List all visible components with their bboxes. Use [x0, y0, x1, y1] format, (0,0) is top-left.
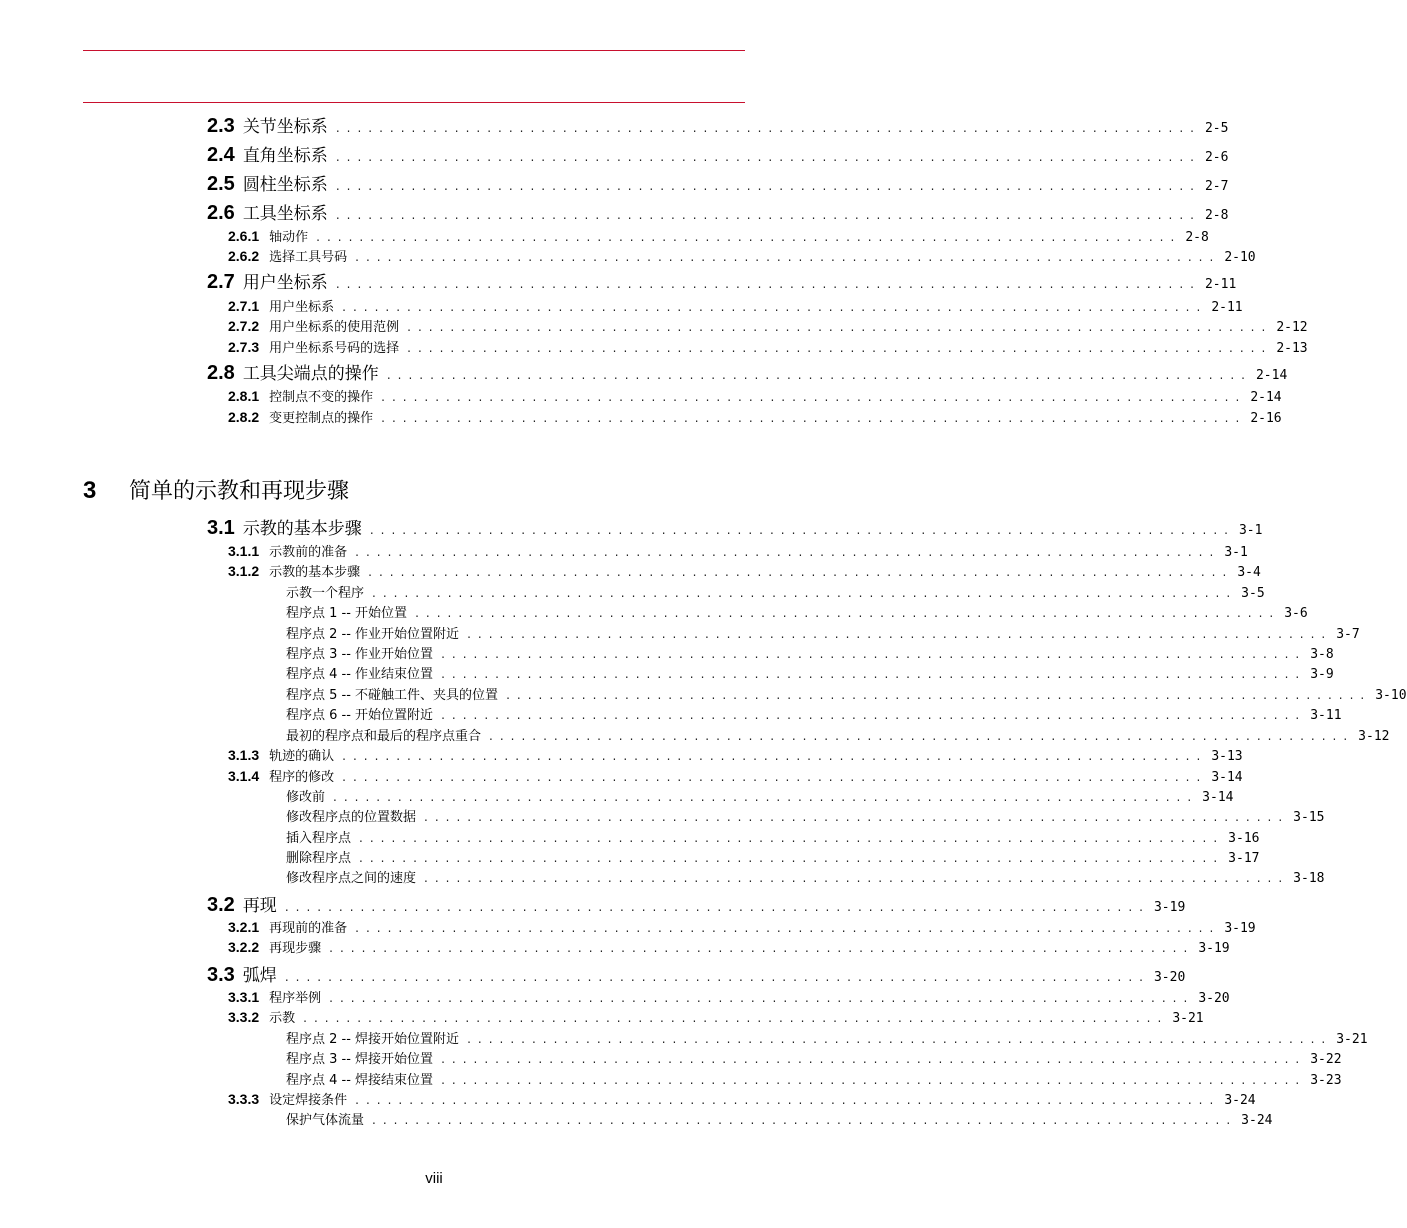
toc-entry-title: 最初的程序点和最后的程序点重合: [286, 729, 482, 744]
toc-entry-title: 再现前的准备: [269, 921, 348, 936]
toc-entry-number: 3.1.4: [228, 768, 260, 784]
dot-leader: ................................................................................: [424, 810, 1290, 824]
toc-entry-page: 2-14: [1255, 368, 1288, 383]
dot-leader: ................................................................................: [359, 851, 1225, 865]
toc-entry[interactable]: [207, 961, 1186, 987]
toc-entry-title: 程序点 1 -- 开始位置: [286, 606, 408, 621]
toc-entry[interactable]: [228, 917, 1256, 937]
dot-leader: ................................................................................: [381, 411, 1247, 425]
toc-entry-page: 2-7: [1204, 179, 1229, 194]
toc-entry-title: 用户坐标系: [242, 273, 328, 293]
dot-leader: ................................................................................: [415, 606, 1281, 620]
chapter-title: 简单的示教和再现步骤: [129, 479, 350, 504]
toc-entry[interactable]: [228, 246, 1256, 266]
toc-entry-page: 3-20: [1198, 991, 1230, 1006]
toc-entry-number: 3.2.1: [228, 919, 260, 935]
toc-entry-page: 3-1: [1224, 545, 1248, 560]
toc-entry-number: 2.7.1: [228, 298, 260, 314]
toc-entry-number: 2.8: [207, 362, 235, 384]
dot-leader: ................................................................................: [329, 991, 1195, 1005]
toc-bullet-entry[interactable]: [270, 827, 1260, 847]
dot-leader: ................................................................................: [335, 208, 1201, 222]
toc-entry-page: 3-8: [1310, 647, 1334, 662]
toc-entry-page: 3-20: [1153, 970, 1186, 985]
toc-entry-page: 2-14: [1250, 390, 1282, 405]
toc-entry-number: 3.1.1: [228, 543, 260, 559]
toc-entry[interactable]: [207, 359, 1288, 385]
toc-entry-page: 3-7: [1336, 627, 1360, 642]
toc-entry-title: 程序点 5 -- 不碰触工件、夹具的位置: [286, 688, 499, 703]
dot-leader: ................................................................................: [335, 277, 1201, 291]
toc-entry-page: 3-19: [1224, 921, 1256, 936]
toc-entry-page: 2-13: [1276, 341, 1308, 356]
toc-entry-page: 3-5: [1241, 586, 1265, 601]
toc-entry[interactable]: [228, 745, 1243, 765]
toc-entry[interactable]: [207, 268, 1237, 294]
toc-entry-number: 2.6.2: [228, 248, 260, 264]
toc-entry-page: 3-24: [1241, 1113, 1273, 1128]
page-number: viii: [425, 1170, 443, 1187]
toc-entry[interactable]: [207, 199, 1229, 225]
toc-entry-title: 程序点 2 -- 焊接开始位置附近: [286, 1032, 460, 1047]
toc-entry-number: 2.7: [207, 271, 235, 293]
toc-entry-title: 示教前的准备: [269, 545, 348, 560]
toc-entry[interactable]: [207, 112, 1229, 138]
toc-entry-page: 3-12: [1358, 729, 1390, 744]
toc-entry-page: 3-22: [1310, 1052, 1342, 1067]
toc-entry-number: 2.8.2: [228, 409, 260, 425]
toc-entry-page: 2-8: [1204, 208, 1229, 223]
chapter-heading: [83, 474, 349, 505]
toc-entry-title: 控制点不变的操作: [269, 390, 374, 405]
toc-entry-title: 设定焊接条件: [269, 1093, 348, 1108]
toc-entry-page: 3-14: [1211, 770, 1243, 785]
chapter-number: 3: [83, 477, 97, 504]
toc-entry-page: 2-10: [1224, 250, 1256, 265]
toc-entry-page: 2-8: [1185, 230, 1209, 245]
toc-entry-page: 3-15: [1293, 810, 1325, 825]
dot-leader: ................................................................................: [333, 790, 1199, 804]
toc-entry[interactable]: [207, 891, 1186, 917]
toc-entry-page: 2-6: [1204, 150, 1229, 165]
toc-bullet-entry[interactable]: [270, 684, 1407, 704]
toc-entry-page: 3-14: [1202, 790, 1234, 805]
toc-entry-title: 用户坐标系的使用范例: [269, 320, 400, 335]
toc-entry-title: 用户坐标系号码的选择: [269, 341, 400, 356]
toc-entry-number: 3.3: [207, 964, 235, 986]
toc-entry-title: 修改程序点之间的速度: [286, 871, 417, 886]
toc-entry-title: 直角坐标系: [242, 146, 328, 166]
toc-entry[interactable]: [228, 541, 1248, 561]
toc-entry-title: 示教的基本步骤: [242, 519, 362, 539]
toc-entry[interactable]: [228, 1007, 1204, 1027]
toc-entry-page: 3-13: [1211, 749, 1243, 764]
toc-entry-title: 程序点 4 -- 焊接结束位置: [286, 1073, 434, 1088]
toc-entry-page: 3-11: [1310, 708, 1342, 723]
dot-leader: ................................................................................: [407, 341, 1273, 355]
dot-leader: ................................................................................: [284, 900, 1150, 914]
toc-bullet-entry[interactable]: [270, 806, 1325, 826]
toc-entry-title: 工具尖端点的操作: [242, 364, 379, 384]
dot-leader: ................................................................................: [467, 1032, 1333, 1046]
toc-entry-page: 2-11: [1211, 300, 1243, 315]
toc-entry-title: 删除程序点: [286, 851, 352, 866]
toc-bullet-entry[interactable]: [270, 663, 1334, 683]
toc-entry[interactable]: [207, 141, 1229, 167]
toc-entry-number: 3.3.3: [228, 1091, 260, 1107]
dot-leader: ................................................................................: [368, 565, 1234, 579]
dot-leader: ................................................................................: [303, 1011, 1169, 1025]
toc-entry-page: 3-21: [1336, 1032, 1368, 1047]
toc-entry-title: 程序的修改: [269, 770, 335, 785]
toc-entry[interactable]: [228, 766, 1243, 786]
toc-entry-page: 3-19: [1198, 941, 1230, 956]
toc-bullet-entry[interactable]: [270, 704, 1342, 724]
toc-entry-title: 再现步骤: [269, 941, 322, 956]
toc-bullet-entry[interactable]: [270, 786, 1234, 806]
toc-entry[interactable]: [228, 407, 1282, 427]
toc-entry-title: 程序举例: [269, 991, 322, 1006]
toc-entry-title: 程序点 2 -- 作业开始位置附近: [286, 627, 460, 642]
toc-entry-page: 2-11: [1204, 277, 1237, 292]
toc-entry-number: 3.3.1: [228, 989, 260, 1005]
toc-entry-number: 2.4: [207, 144, 235, 166]
toc-entry-title: 示教一个程序: [286, 586, 365, 601]
toc-entry-page: 3-17: [1228, 851, 1260, 866]
toc-entry-page: 3-1: [1238, 523, 1263, 538]
toc-entry-title: 插入程序点: [286, 831, 352, 846]
dot-leader: ................................................................................: [342, 770, 1208, 784]
toc-entry-title: 示教: [269, 1011, 296, 1026]
toc-entry[interactable]: [207, 514, 1263, 540]
dot-leader: ................................................................................: [355, 1093, 1221, 1107]
toc-entry-title: 程序点 3 -- 作业开始位置: [286, 647, 434, 662]
toc-bullet-entry[interactable]: [270, 1028, 1368, 1048]
dot-leader: ................................................................................: [441, 708, 1307, 722]
toc-bullet-entry[interactable]: [270, 847, 1260, 867]
toc-entry-page: 2-16: [1250, 411, 1282, 426]
toc-entry-page: 3-23: [1310, 1073, 1342, 1088]
dot-leader: ................................................................................: [284, 970, 1150, 984]
dot-leader: ................................................................................: [489, 729, 1355, 743]
toc-entry-number: 3.1: [207, 517, 235, 539]
toc-entry-page: 2-5: [1204, 121, 1229, 136]
toc-bullet-entry[interactable]: [270, 623, 1360, 643]
dot-leader: ................................................................................: [335, 179, 1201, 193]
toc-entry-title: 修改程序点的位置数据: [286, 810, 417, 825]
toc-entry-number: 3.3.2: [228, 1009, 260, 1025]
toc-entry-title: 工具坐标系: [242, 204, 328, 224]
toc-entry[interactable]: [228, 987, 1230, 1007]
dot-leader: ................................................................................: [441, 1073, 1307, 1087]
dot-leader: ................................................................................: [355, 921, 1221, 935]
toc-entry-number: 2.3: [207, 115, 235, 137]
toc-entry-title: 弧焊: [242, 966, 277, 986]
toc-entry[interactable]: [228, 561, 1261, 581]
toc-entry-title: 圆柱坐标系: [242, 175, 328, 195]
toc-entry-page: 3-21: [1172, 1011, 1204, 1026]
dot-leader: ................................................................................: [381, 390, 1247, 404]
toc-entry-page: 3-16: [1228, 831, 1260, 846]
toc-entry-number: 2.5: [207, 173, 235, 195]
dot-leader: ................................................................................: [407, 320, 1273, 334]
toc-entry-title: 再现: [242, 896, 277, 916]
dot-leader: ................................................................................: [372, 1113, 1238, 1127]
toc-entry-title: 示教的基本步骤: [269, 565, 361, 580]
toc-entry[interactable]: [228, 316, 1308, 336]
toc-entry-page: 3-18: [1293, 871, 1325, 886]
toc-entry[interactable]: [228, 296, 1243, 316]
toc-entry-title: 修改前: [286, 790, 326, 805]
toc-bullet-entry[interactable]: [270, 582, 1265, 602]
toc-entry[interactable]: [228, 337, 1308, 357]
toc-entry[interactable]: [228, 1089, 1256, 1109]
dot-leader: ................................................................................: [359, 831, 1225, 845]
toc-entry-page: 3-6: [1284, 606, 1308, 621]
toc-entry[interactable]: [207, 170, 1229, 196]
toc-bullet-entry[interactable]: [270, 643, 1334, 663]
toc-entry-number: 3.2.2: [228, 939, 260, 955]
dot-leader: ................................................................................: [342, 749, 1208, 763]
toc-bullet-entry[interactable]: [270, 1048, 1342, 1068]
toc-entry-title: 保护气体流量: [286, 1113, 365, 1128]
header-rule-bottom: [83, 102, 745, 103]
toc-entry-title: 变更控制点的操作: [269, 411, 374, 426]
toc-entry-title: 关节坐标系: [242, 117, 328, 137]
header-rule-top: [83, 50, 745, 51]
toc-entry-number: 3.1.3: [228, 747, 260, 763]
toc-entry-number: 2.6.1: [228, 228, 260, 244]
toc-entry-number: 2.8.1: [228, 388, 260, 404]
toc-entry-title: 程序点 3 -- 焊接开始位置: [286, 1052, 434, 1067]
toc-entry-number: 2.7.3: [228, 339, 260, 355]
toc-entry-title: 轨迹的确认: [269, 749, 335, 764]
dot-leader: ................................................................................: [335, 121, 1201, 135]
dot-leader: ................................................................................: [372, 586, 1238, 600]
toc-bullet-entry[interactable]: [270, 867, 1325, 887]
dot-leader: ................................................................................: [506, 688, 1372, 702]
toc-entry-page: 3-24: [1224, 1093, 1256, 1108]
toc-entry[interactable]: [228, 937, 1230, 957]
toc-entry-number: 3.1.2: [228, 563, 260, 579]
dot-leader: ................................................................................: [329, 941, 1195, 955]
toc-bullet-entry[interactable]: [270, 1069, 1342, 1089]
dot-leader: ................................................................................: [335, 150, 1201, 164]
toc-entry-title: 选择工具号码: [269, 250, 348, 265]
dot-leader: ................................................................................: [355, 545, 1221, 559]
toc-bullet-entry[interactable]: [270, 1109, 1273, 1129]
toc-entry-title: 用户坐标系: [269, 300, 335, 315]
toc-entry-number: 3.2: [207, 894, 235, 916]
dot-leader: ................................................................................: [441, 667, 1307, 681]
dot-leader: ................................................................................: [316, 230, 1182, 244]
toc-entry-page: 3-19: [1153, 900, 1186, 915]
dot-leader: ................................................................................: [355, 250, 1221, 264]
toc-entry-number: 2.7.2: [228, 318, 260, 334]
toc-entry[interactable]: [228, 386, 1282, 406]
toc-entry-number: 2.6: [207, 202, 235, 224]
toc-entry-title: 程序点 4 -- 作业结束位置: [286, 667, 434, 682]
dot-leader: ................................................................................: [386, 368, 1252, 382]
dot-leader: ................................................................................: [467, 627, 1333, 641]
toc-entry-page: 3-4: [1237, 565, 1261, 580]
toc-entry-page: 2-12: [1276, 320, 1308, 335]
toc-entry-page: 3-9: [1310, 667, 1334, 682]
dot-leader: ................................................................................: [441, 1052, 1307, 1066]
toc-bullet-entry[interactable]: [270, 725, 1390, 745]
dot-leader: ................................................................................: [369, 523, 1235, 537]
dot-leader: ................................................................................: [441, 647, 1307, 661]
toc-entry[interactable]: [228, 226, 1209, 246]
toc-entry-page: 3-10: [1375, 688, 1407, 703]
dot-leader: ................................................................................: [424, 871, 1290, 885]
toc-entry-title: 轴动作: [269, 230, 309, 245]
dot-leader: ................................................................................: [342, 300, 1208, 314]
toc-entry-title: 程序点 6 -- 开始位置附近: [286, 708, 434, 723]
toc-bullet-entry[interactable]: [270, 602, 1308, 622]
